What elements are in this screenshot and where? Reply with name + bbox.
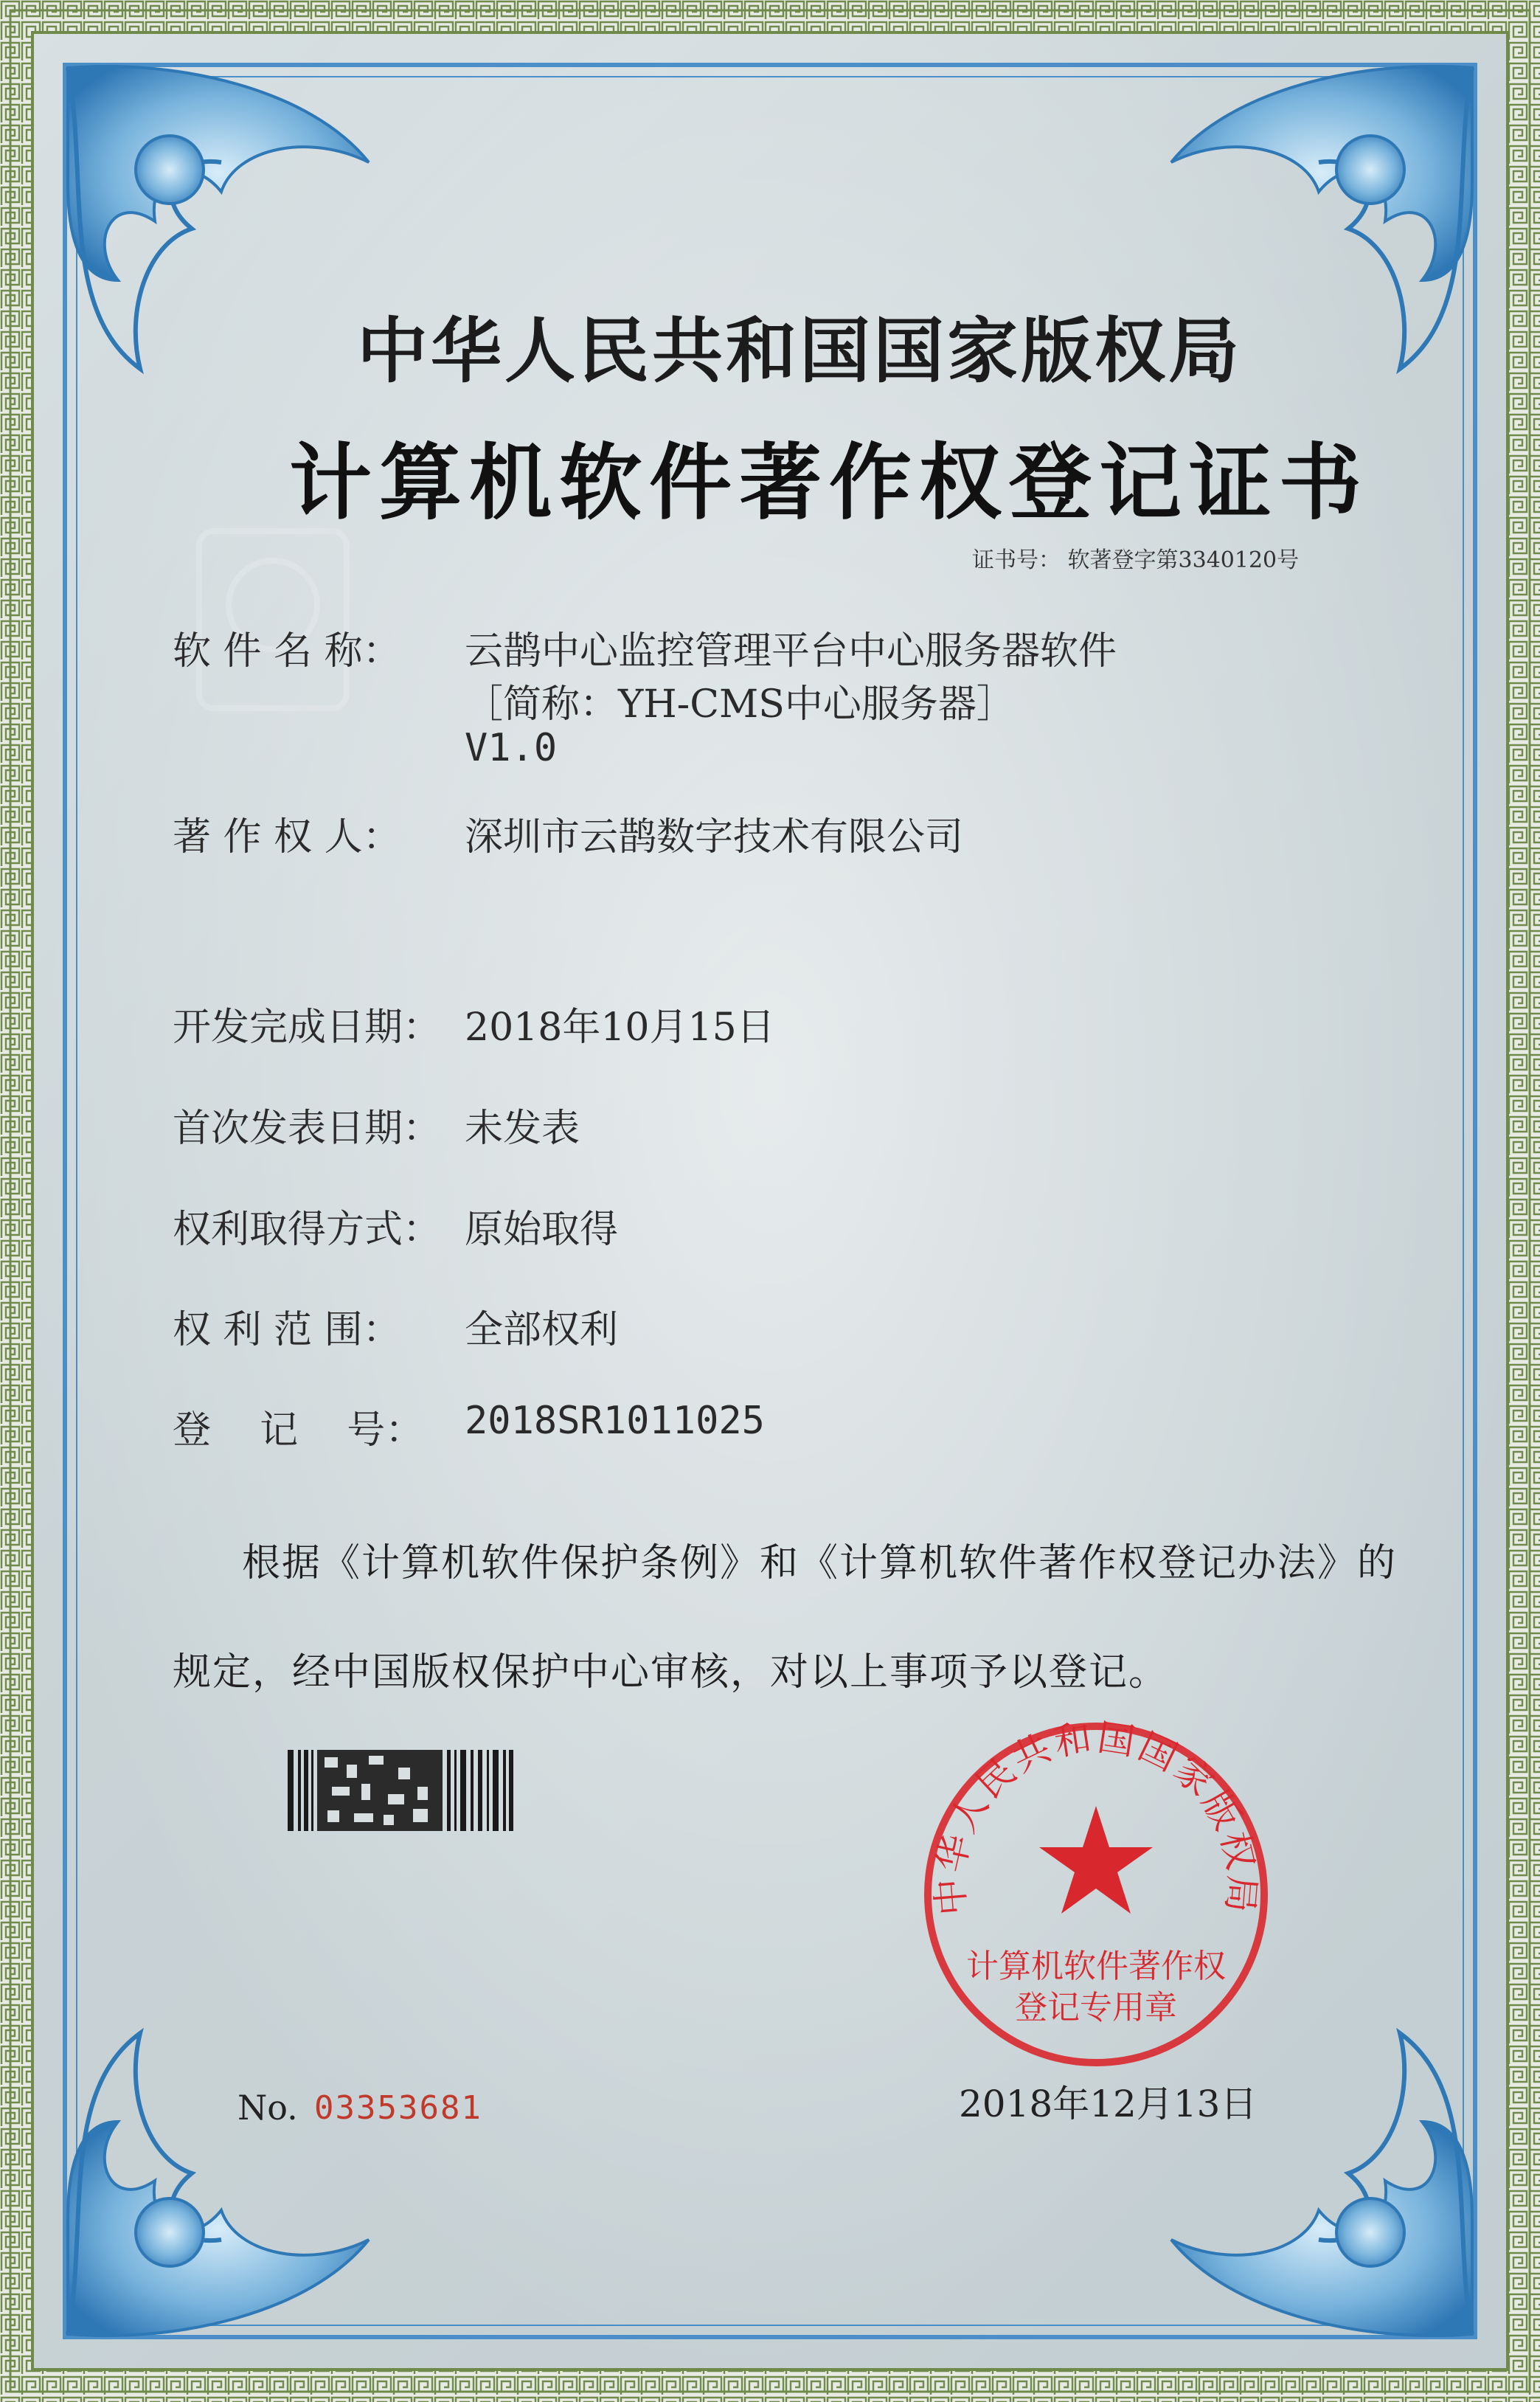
star-icon (1039, 1806, 1153, 1914)
completion-date-label: 开发完成日期： (173, 1006, 442, 1050)
certificate-number: 证书号： 软著登字第3340120号 (972, 547, 1300, 573)
acquisition-method-label: 权利取得方式： (173, 1208, 442, 1252)
issuing-authority: 中华人民共和国国家版权局 (357, 309, 1242, 392)
publication-date-label: 首次发表日期： (173, 1107, 442, 1151)
registration-number-label: 登 记 号： (173, 1408, 424, 1453)
software-name-label: 软 件 名 称： (173, 629, 401, 674)
corner-ornament-bottom-left (68, 2033, 369, 2336)
seal-inner-line-1: 计算机软件著作权 (966, 1948, 1226, 1984)
software-version: V1.0 (465, 726, 558, 770)
barcode-qr-block (288, 1750, 516, 1831)
software-short-name: ［简称：YH-CMS中心服务器］ (465, 682, 1015, 727)
official-seal (912, 1710, 1280, 2079)
issue-date: 2018年12月13日 (959, 2083, 1258, 2125)
completion-date-value: 2018年10月15日 (465, 1006, 775, 1050)
rights-scope-label: 权 利 范 围： (173, 1308, 401, 1352)
certificate-title: 计算机软件著作权登记证书 (289, 435, 1369, 531)
serial-number-label: No. (237, 2088, 298, 2128)
serial-number-value: 03353681 (314, 2089, 482, 2127)
publication-date-value: 未发表 (465, 1107, 580, 1151)
seal-ring-text: 中华人民共和国国家版权局 (929, 1716, 1263, 1917)
legal-statement-line-1: 根据《计算机软件保护条例》和《计算机软件著作权登记办法》的 (242, 1541, 1398, 1585)
legal-statement-line-2: 规定，经中国版权保护中心审核，对以上事项予以登记。 (173, 1650, 1169, 1695)
corner-ornament-top-left (68, 66, 369, 369)
software-name-value: 云鹊中心监控管理平台中心服务器软件 (465, 629, 1117, 674)
registration-number-value: 2018SR1011025 (465, 1399, 765, 1443)
acquisition-method-value: 原始取得 (465, 1208, 619, 1252)
copyright-owner-label: 著 作 权 人： (173, 815, 401, 859)
copyright-owner-value: 深圳市云鹊数字技术有限公司 (465, 815, 964, 859)
seal-inner-line-2: 登记专用章 (1015, 1990, 1177, 2026)
rights-scope-value: 全部权利 (465, 1308, 619, 1352)
